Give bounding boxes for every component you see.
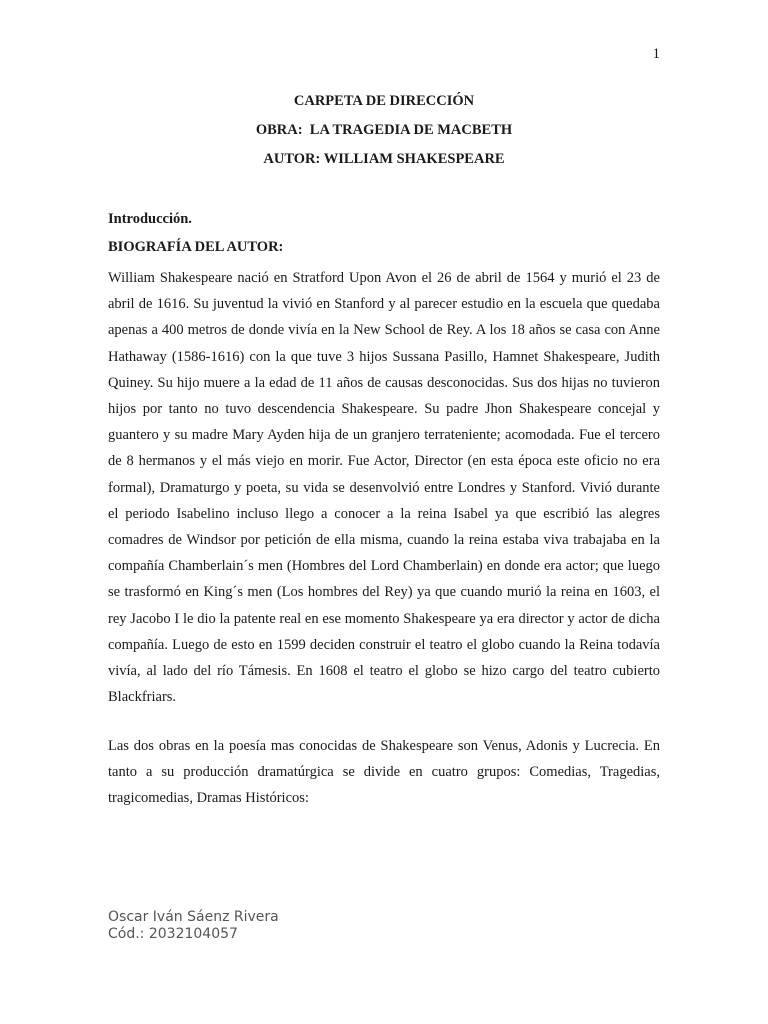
biography-paragraph: William Shakespeare nació en Stratford Upon Avon el 26 de abril de 1564 y murió el 23 de abril de 1616. Su juventud la vivió en Stanford y al parecer estudio en la escuela que quedaba apenas a 400 metros de donde vivía en la New School de Rey. A los 18 años se casa con Anne Hathaway (1586-1616) con la que tuve 3 hijos Sussana Pasillo, Hamnet Shakespeare, Judith Quiney. Su hijo muere a la edad de 11 años de causas desconocidas. Sus dos hijas no tuvieron hijos por tanto no tuvo descendencia Shakespeare. Su padre Jhon Shakespeare concejal y guantero y su madre Mary Ayden hija de un granjero terrateniente; acomodada. Fue el tercero de 8 hermanos y el más viejo en morir. Fue Actor, Director (en esta época este oficio no era formal), Dramaturgo y poeta, su vida se desenvolvió entre Londres y Stanford. Vivió durante el periodo Isabelino incluso llego a conocer a la reina Isabel ya que escribió las alegres comadres de Windsor por petición de ella misma, cuando la reina estaba viva trabajaba en la compañía Chamberlain´s men (Hombres del Lord Chamberlain) en donde era actor; que luego se trasformó en King´s men (Los hombres del Rey) ya que cuando murió la reina en 1603, el rey Jacobo I le dio la patente real en ese momento Shakespeare ya era director y actor de dicha compañía. Luego de esto en 1599 deciden construir el teatro el globo cuando la Reina todavía vivía, al lado del río Támesis. En 1608 el teatro el globo se hizo cargo del teatro cubierto Blackfriars. (108, 270, 660, 706)
footer (108, 909, 279, 943)
page-number: 1 (652, 46, 660, 62)
document-title (0, 90, 768, 177)
footer-code: Cód.: 2032104057 (108, 926, 238, 942)
title-line-obra: OBRA: LA TRAGEDIA DE MACBETH (255, 122, 513, 138)
biography-heading: BIOGRAFÍA DEL AUTOR: (108, 239, 284, 255)
introduction-heading: Introducción. (108, 211, 192, 227)
works-paragraph: Las dos obras en la poesía mas conocidas de Shakespeare son Venus, Adonis y Lucrecia. En tanto a su producción dramatúrgica se divide en cuatro grupos: Comedias, Tragedias, tragicomedias, Dramas Históricos: (108, 738, 660, 807)
title-line-autor: AUTOR: WILLIAM SHAKESPEARE (263, 151, 505, 167)
title-line-carpeta: CARPETA DE DIRECCIÓN (293, 93, 475, 109)
footer-author: Oscar Iván Sáenz Rivera (108, 909, 279, 925)
